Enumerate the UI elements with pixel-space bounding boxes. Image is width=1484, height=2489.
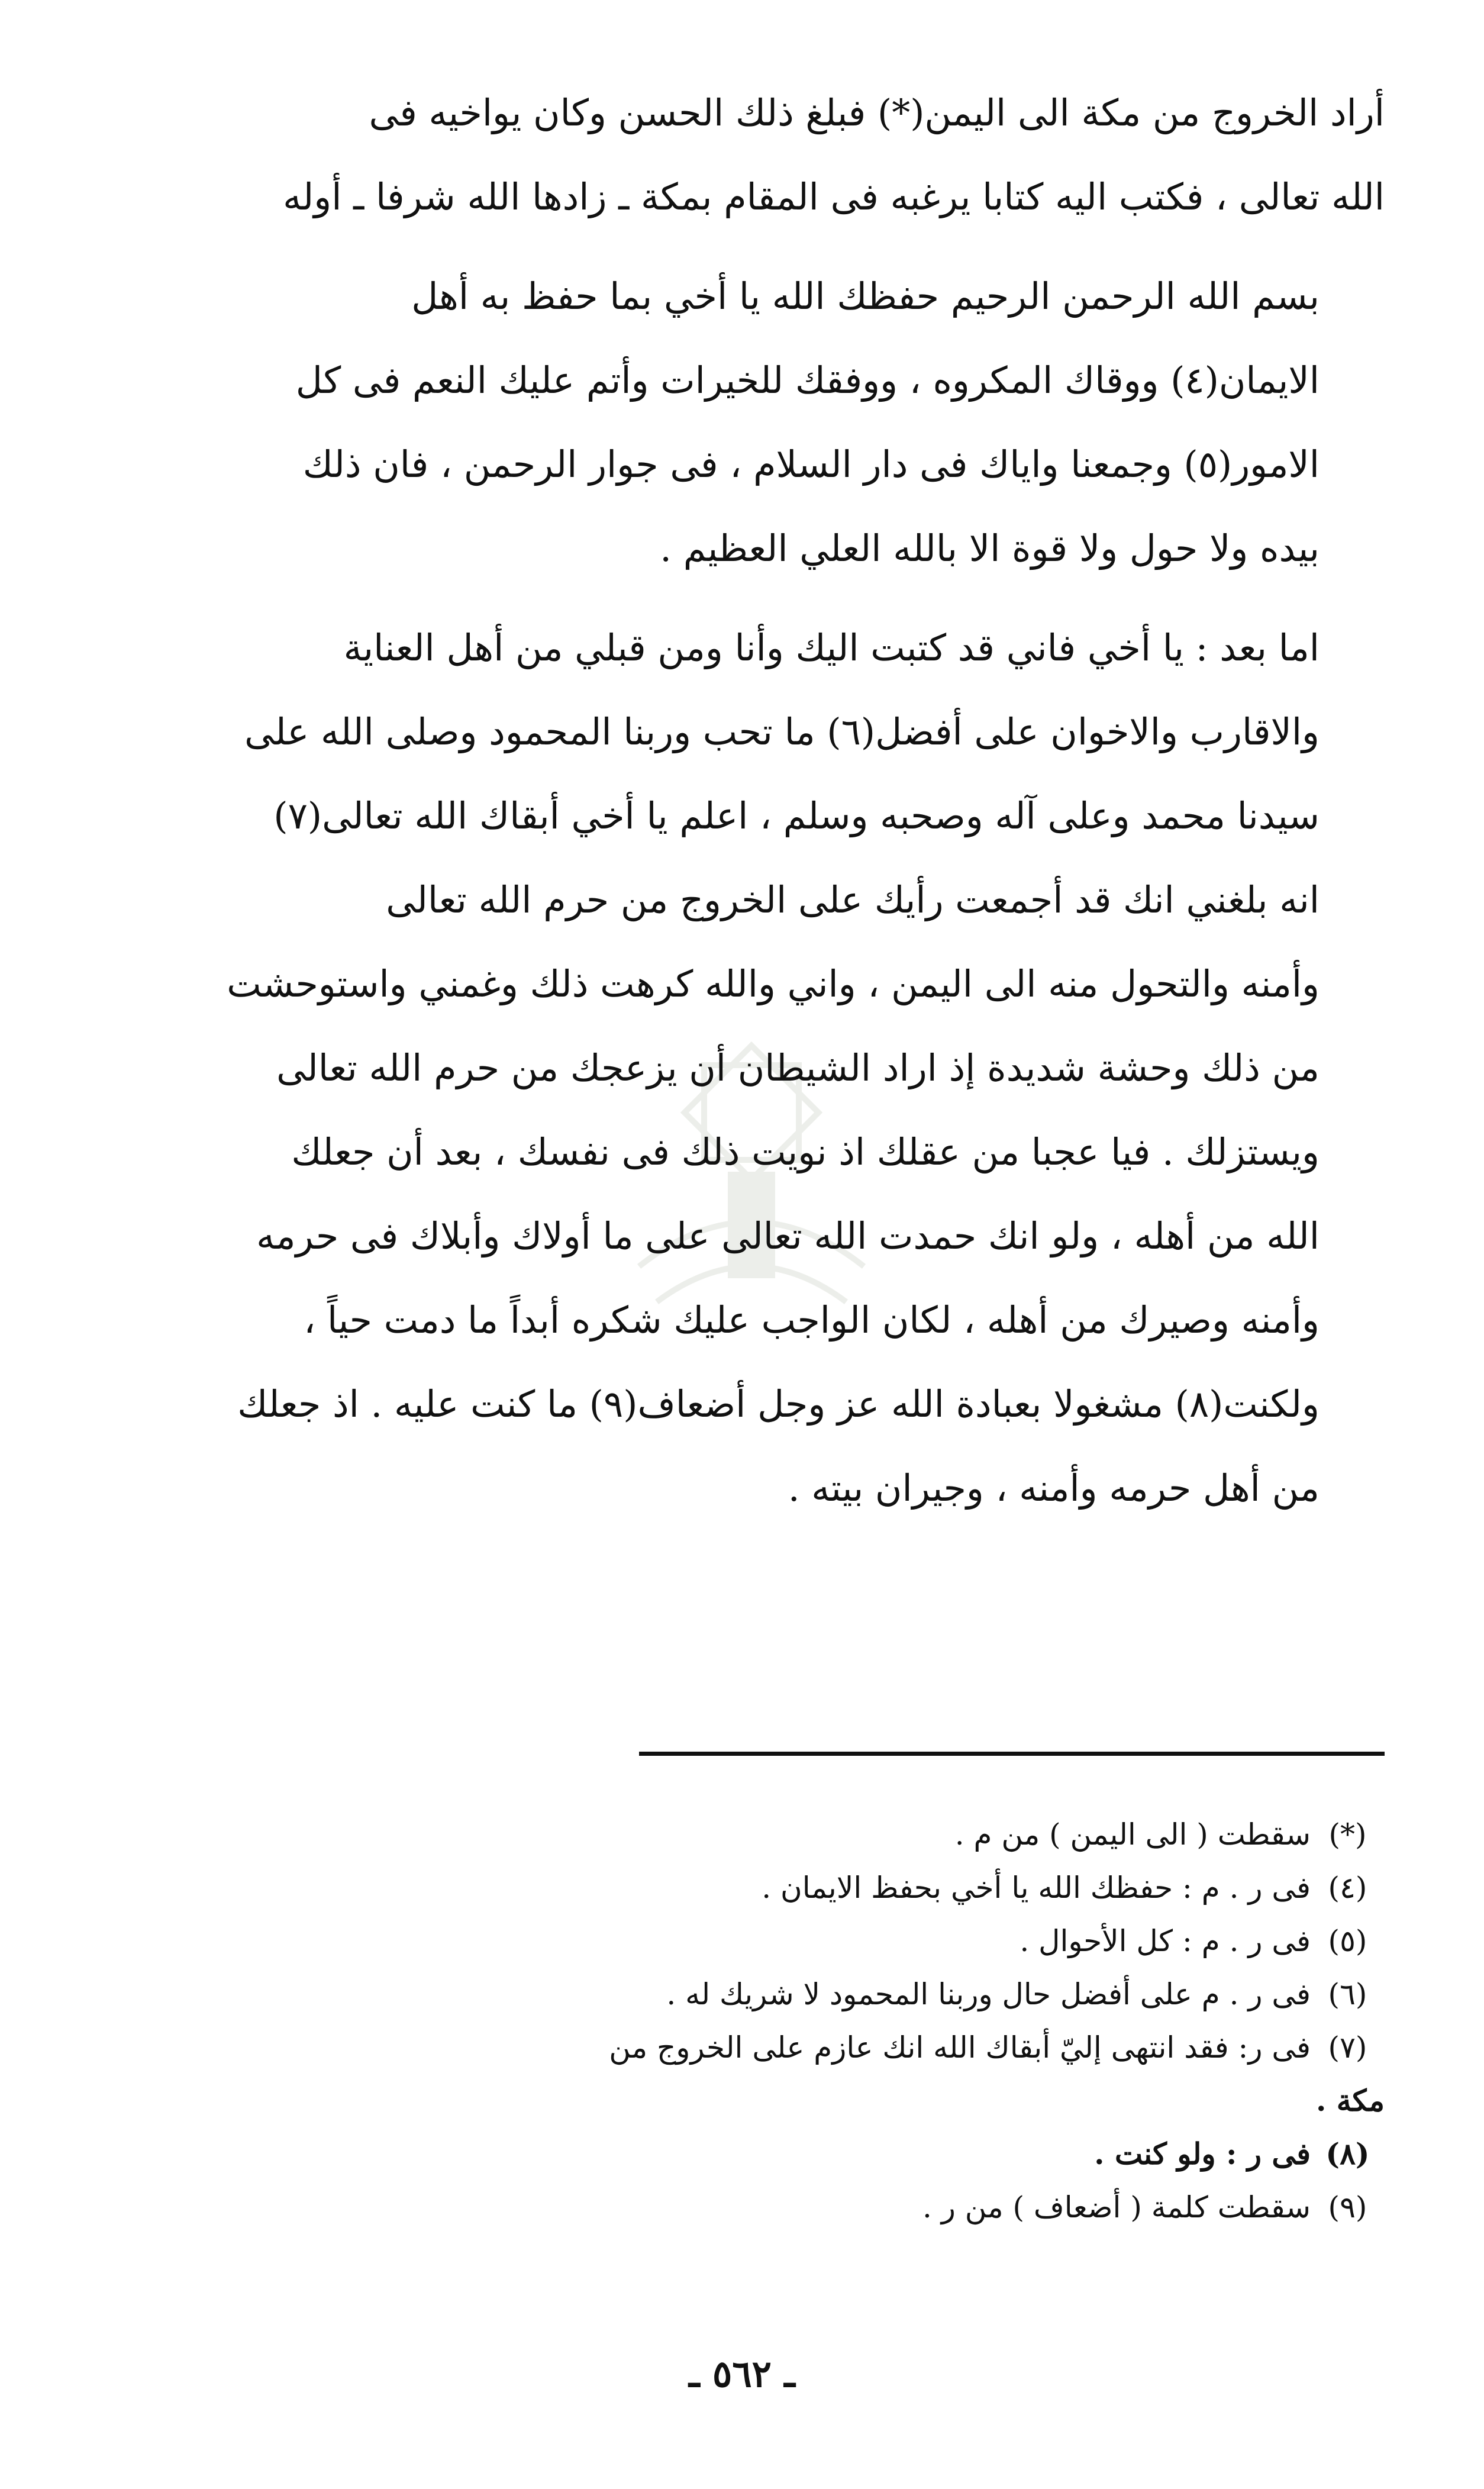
paragraph-intro [101,71,1385,239]
text-line: سيدنا محمد وعلى آله وصحبه وسلم ، اعلم يا أخي أبقاك الله تعالى(٧) [273,794,1320,837]
text-line: وأمنه وصيرك من أهله ، لكان الواجب عليك شكره أبداً ما دمت حياً ، [304,1298,1320,1342]
footnote-item [101,2127,1385,2181]
footnote-divider [639,1752,1385,1756]
footnote-item [101,1968,1385,2021]
footnote-marker: (٧) [1328,2030,1367,2065]
footnotes [101,1808,1385,2234]
footnote-text: سقطت ( الى اليمن ) من م . [954,1817,1311,1852]
footnote-marker: (٤) [1328,1871,1367,1905]
page-number: ـ ٥٦٢ ـ [689,2352,795,2395]
footnote-text: فى ر . م على أفضل حال وربنا المحمود لا شريك له . [666,1977,1311,2011]
footnote-text: فى ر . م : كل الأحوال . [1020,1924,1311,1958]
text-line: بسم الله الرحمن الرحيم حفظك الله يا أخي بما حفظ به أهل [411,275,1320,318]
footnote-marker: (٩) [1328,2190,1367,2224]
text-line: أراد الخروج من مكة الى اليمن(*) فبلغ ذلك الحسن وكان يواخيه فى [369,91,1385,134]
footnote-text: فى ر . م : حفظك الله يا أخي بحفظ الايمان . [762,1871,1311,1905]
footnote-marker: (٥) [1328,1924,1367,1958]
footnote-continuation: مكة . [1315,2083,1385,2118]
text-line: الايمان(٤) ووقاك المكروه ، ووفقك للخيرات وأتم عليك النعم فى كل [295,359,1320,402]
main-text [101,71,1385,1546]
footnote-item [101,2021,1385,2074]
paragraph-basmala [101,254,1385,591]
footnote-text: فى ر: فقد انتهى إليّ أبقاك الله انك عازم على الخروج من [609,2030,1311,2065]
text-line: انه بلغني انك قد أجمعت رأيك على الخروج من حرم الله تعالى [386,878,1320,921]
footnote-marker: (٨) [1325,2136,1370,2171]
footnote-text: فى ر : ولو كنت . [1094,2136,1311,2171]
text-line: ويستزلك . فيا عجبا من عقلك اذ نويت ذلك فى نفسك ، بعد أن جعلك [291,1130,1320,1173]
footnote-item [101,1914,1385,1968]
text-line: والاقارب والاخوان على أفضل(٦) ما تحب وربنا المحمود وصلى الله على [244,710,1320,753]
footnote-marker: (*) [1328,1817,1367,1852]
footnote-item [101,1861,1385,1914]
text-line: الامور(٥) وجمعنا واياك فى دار السلام ، فى جوار الرحمن ، فان ذلك [302,443,1320,486]
text-line: وأمنه والتحول منه الى اليمن ، واني والله كرهت ذلك وغمني واستوحشت [227,962,1320,1005]
text-line: الله من أهله ، ولو انك حمدت الله تعالى على ما أولاك وأبلاك فى حرمه [256,1214,1320,1258]
footnote-text: سقطت كلمة ( أضعاف ) من ر . [922,2190,1311,2224]
text-line: من ذلك وحشة شديدة إذ اراد الشيطان أن يزعجك من حرم الله تعالى [276,1046,1320,1089]
text-line: اما بعد : يا أخي فاني قد كتبت اليك وأنا ومن قبلي من أهل العناية [343,626,1320,669]
footnote-marker: (٦) [1328,1977,1367,2011]
text-line: ولكنت(٨) مشغولا بعبادة الله عز وجل أضعاف(٩) ما كنت عليه . اذ جعلك [237,1382,1320,1426]
text-line: من أهل حرمه وأمنه ، وجيران بيته . [788,1466,1320,1510]
footnote-item [101,2181,1385,2234]
text-line: بيده ولا حول ولا قوة الا بالله العلي العظيم . [660,527,1320,570]
paragraph-letter-body [101,606,1385,1530]
text-line: الله تعالى ، فكتب اليه كتابا يرغبه فى المقام بمكة ـ زادها الله شرفا ـ أوله [283,175,1385,218]
footnote-item [101,1808,1385,1861]
